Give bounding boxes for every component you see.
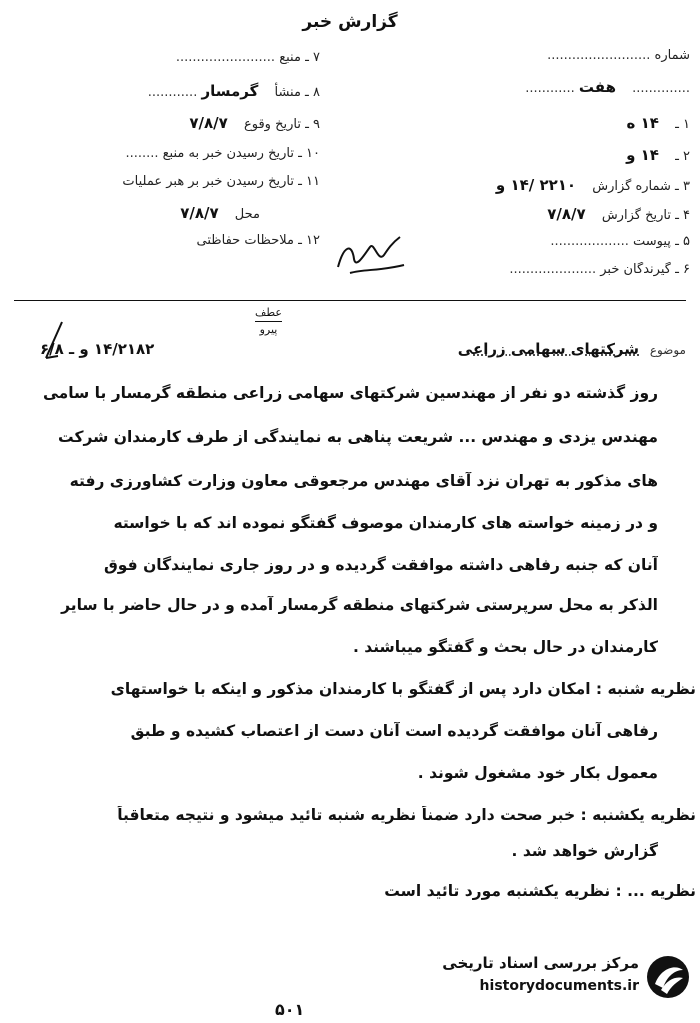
field-report-date	[380, 205, 690, 223]
field-received-source-dots: ........	[125, 146, 159, 161]
body-line: های مذکور به تهران نزد آقای مهندس مرجعوقی معاون وزارت کشاورزی رفته	[69, 472, 658, 490]
reference-box	[255, 306, 282, 337]
body-line: گزارش خواهد شد .	[511, 842, 658, 860]
subject-text: شرکتهای سهامی زراعی	[457, 340, 640, 358]
body-line: معمول بکار خود مشغول شوند .	[417, 764, 658, 782]
field-1-label: ۱ ـ	[675, 117, 690, 132]
body-line: کارمندان در حال بحث و گفتگو میباشند .	[352, 638, 658, 656]
watermark-url: historydocuments.ir	[479, 978, 639, 994]
field-source-label: ۷ ـ منبع	[279, 50, 320, 65]
field-report-number-label: ۳ ـ شماره گزارش	[592, 179, 690, 194]
field-occurrence-date	[70, 114, 320, 132]
field-copy-dots-2: ............	[525, 81, 575, 96]
field-attachment-label: ۵ ـ پیوست	[633, 234, 690, 249]
field-report-number-value: ۲۲۱۰ /۱۴ و	[495, 176, 577, 194]
field-received-source	[60, 146, 320, 161]
field-attachment-dots: ...................	[550, 234, 629, 249]
subject-line	[40, 340, 686, 366]
field-2-value: ۱۴ و	[626, 146, 659, 164]
archive-logo-icon	[645, 954, 691, 1000]
field-copy-value: هفت	[578, 78, 616, 96]
subject-label: موضوع	[649, 343, 686, 357]
field-attachment	[420, 234, 690, 249]
field-occurrence-date-value: ۷/۸/۷	[189, 114, 228, 132]
report-title: گزارش خبر	[302, 12, 398, 32]
body-line: نظریه شنبه : امکان دارد پس از گفتگو با کارمندان مذکور و اینکه با خواستهای	[110, 680, 696, 698]
field-origin	[30, 82, 320, 100]
field-location-label: محل	[234, 207, 260, 222]
field-location-value: ۷/۸/۷	[180, 204, 219, 222]
field-origin-dots: ............	[147, 85, 198, 100]
body-line: نظریه ... : نظریه یکشنبه مورد تائید است	[384, 882, 696, 900]
field-recipients-label: ۶ ـ گیرندگان خبر	[600, 262, 690, 277]
field-location	[80, 204, 260, 222]
body-line: نظریه یکشنبه : خبر صحت دارد ضمناً نظریه شنبه تائید میشود و نتیجه متعاقباً	[117, 806, 696, 824]
reference-atf-label: عطف	[255, 306, 282, 319]
field-security-notes	[140, 233, 320, 248]
subject-reference: ۱۴/۲۱۸۲ و ـ ۶/۸	[40, 340, 155, 358]
field-origin-label: ۸ ـ منشأ	[274, 85, 320, 100]
body-line: مهندس یزدی و مهندس ... شریعت پناهی به نمایندگی از طرف کارمندان شرکت	[58, 428, 658, 446]
reference-divider	[255, 321, 282, 322]
watermark	[432, 950, 697, 1005]
field-2-label: ۲ ـ	[675, 149, 690, 164]
reference-sub-label: پیرو	[259, 323, 278, 336]
field-report-date-label: ۴ ـ تاریخ گزارش	[601, 208, 690, 223]
field-received-ops	[10, 174, 320, 189]
field-occurrence-date-label: ۹ ـ تاریخ وقوع	[243, 117, 320, 132]
field-2	[420, 146, 690, 164]
watermark-name: مرکز بررسی اسناد تاریخی	[442, 954, 639, 972]
body-line: روز گذشته دو نفر از مهندسین شرکتهای سهامی زراعی منطقه گرمسار با سامی	[42, 384, 658, 402]
body-line: آنان که جنبه رفاهی داشته موافقت گردیده و در روز جاری نمایندگان فوق	[103, 556, 658, 574]
field-origin-value: گرمسار	[201, 82, 259, 100]
body-line: رفاهی آنان موافقت گردیده است آنان دست از اعتصاب کشیده و طبق	[130, 722, 658, 740]
field-number-dots: .........................	[547, 48, 651, 63]
field-received-source-label: ۱۰ ـ تاریخ رسیدن خبر به منبع	[162, 146, 320, 161]
header-divider	[14, 300, 686, 301]
field-recipients-dots: .....................	[509, 262, 597, 277]
page-number: ۵۰۱	[275, 1000, 305, 1019]
field-source	[70, 50, 320, 65]
body-line: الذکر به محل سرپرستی شرکتهای منطقه گرمسار آمده و در حال حاضر با سایر	[61, 596, 658, 614]
body-line: و در زمینه خواسته های کارمندان موصوف گفتگو نموده اند که با خواسته	[113, 514, 658, 532]
field-copy-dots: ..............	[632, 81, 690, 96]
handwritten-signature	[330, 225, 410, 280]
field-1-value: ۱۴ ه	[626, 114, 659, 132]
field-number-label: شماره	[654, 48, 690, 63]
field-report-number	[360, 176, 690, 194]
field-report-date-value: ۷/۸/۷	[547, 205, 586, 223]
field-received-ops-label: ۱۱ ـ تاریخ رسیدن خبر بر هبر عملیات	[122, 174, 320, 189]
field-source-dots: ........................	[175, 50, 276, 65]
field-copy	[380, 78, 690, 96]
field-number	[420, 48, 690, 63]
field-1	[400, 114, 690, 132]
field-security-notes-label: ۱۲ ـ ملاحظات حفاظتی	[196, 233, 320, 248]
field-recipients	[380, 262, 690, 277]
